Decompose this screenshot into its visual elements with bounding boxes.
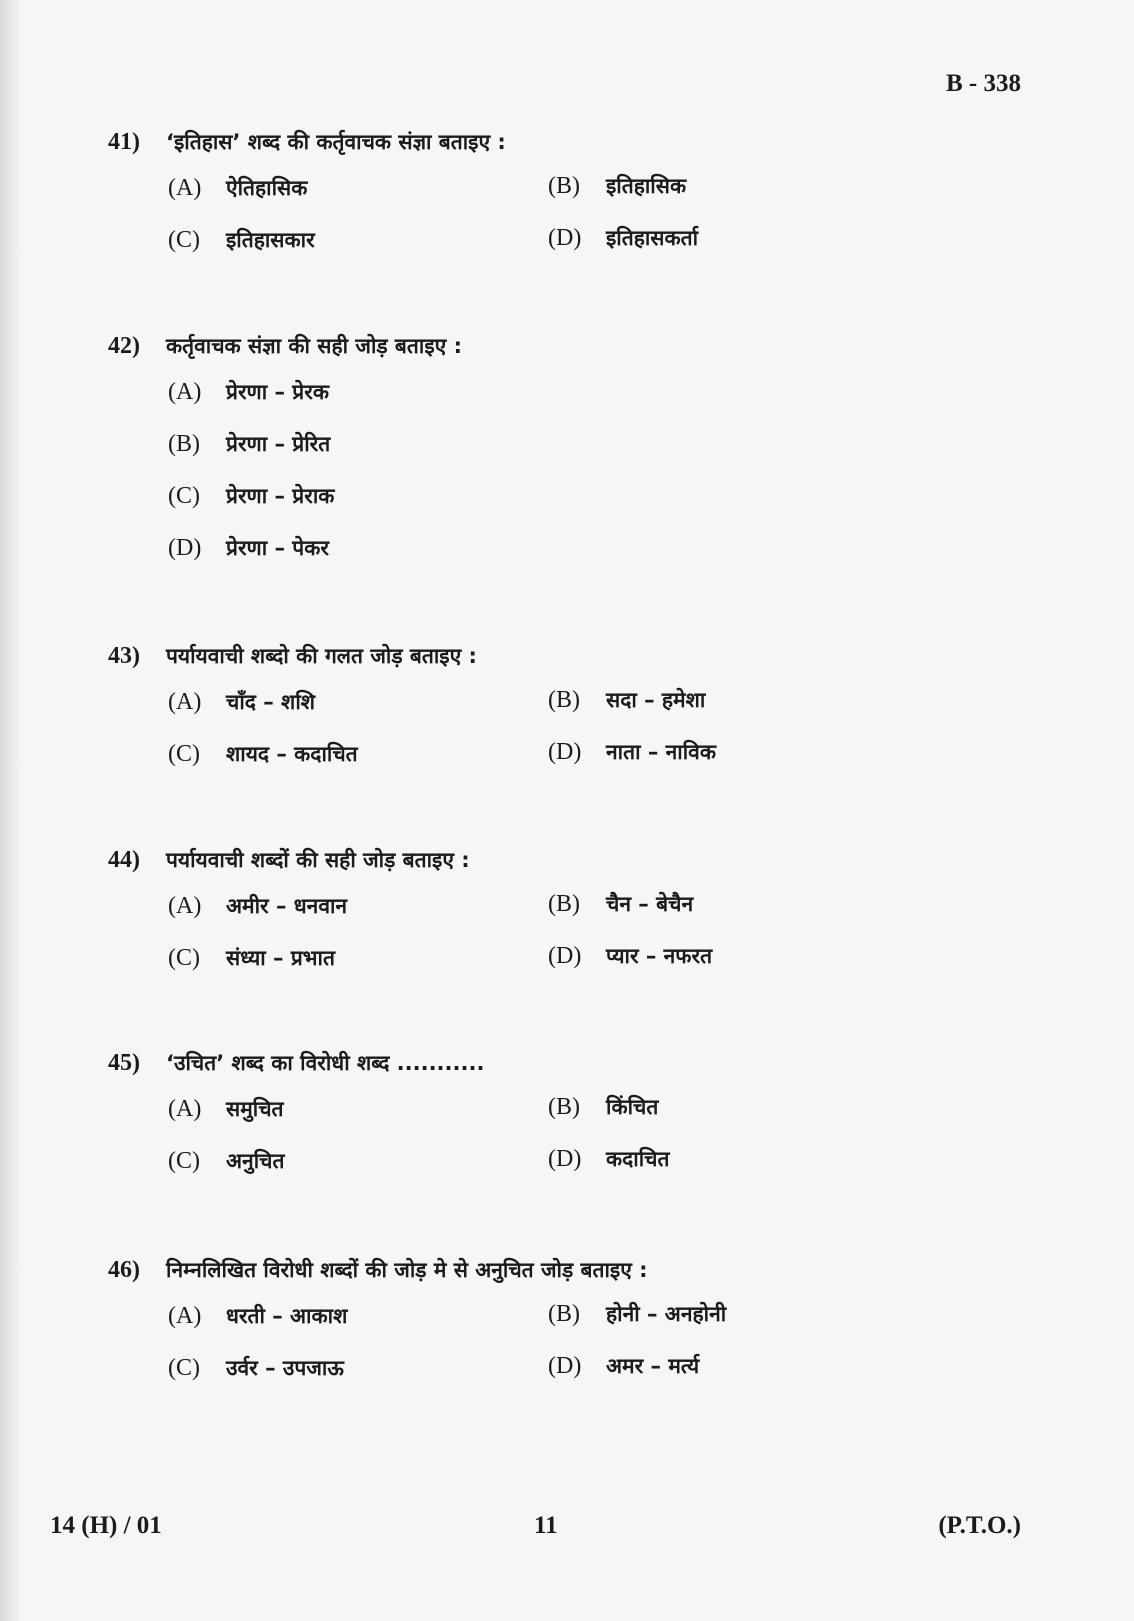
option-text: अमीर – धनवान: [226, 894, 348, 918]
option-d: [548, 942, 712, 970]
footer-code: 14 (H) / 01: [50, 1512, 162, 1539]
question-number: 42): [108, 333, 140, 359]
option-text: प्रेरणा – प्रेराक: [226, 484, 335, 508]
option-c: [168, 740, 358, 768]
option-label: (C): [168, 945, 200, 971]
question-41: [108, 128, 699, 266]
option-text: उर्वर – उपजाऊ: [226, 1356, 344, 1380]
pto-label: (P.T.O.): [938, 1512, 1021, 1539]
option-label: (B): [548, 173, 580, 199]
paper-code: B - 338: [946, 70, 1021, 97]
option-label: (C): [168, 1355, 200, 1381]
option-b: [548, 172, 686, 200]
option-label: (B): [548, 687, 580, 713]
option-b: [548, 890, 693, 918]
option-label: (B): [548, 1301, 580, 1327]
option-text: इतिहासिक: [606, 174, 687, 198]
option-label: (D): [548, 739, 582, 765]
question-number: 45): [108, 1050, 140, 1076]
option-d: [548, 1352, 699, 1380]
option-c: [168, 226, 315, 254]
option-d: [548, 224, 698, 252]
question-number: 41): [108, 129, 140, 155]
option-label: (A): [168, 689, 202, 715]
option-text: प्रेरणा – पेकर: [226, 536, 329, 560]
option-label: (C): [168, 227, 200, 253]
option-text: होनी – अनहोनी: [606, 1302, 727, 1326]
option-text: सदा – हमेशा: [606, 688, 706, 712]
option-text: ऐतिहासिक: [226, 176, 308, 200]
option-c: [168, 1354, 344, 1382]
option-label: (B): [548, 891, 580, 917]
option-a: [168, 378, 329, 406]
option-text: अमर – मर्त्य: [606, 1354, 700, 1378]
question-number: 44): [108, 847, 140, 873]
option-text: अनुचित: [226, 1149, 285, 1173]
option-d: [548, 738, 716, 766]
question-46: [108, 1256, 727, 1394]
option-a: [168, 174, 307, 202]
option-b: [548, 1093, 658, 1121]
option-text: इतिहासकर्ता: [606, 226, 699, 250]
question-44: [108, 846, 713, 984]
question-text: ‘उचित’ शब्द का विरोधी शब्द ...........: [166, 1051, 485, 1075]
option-c: [168, 1147, 284, 1175]
option-text: धरती – आकाश: [226, 1304, 348, 1328]
option-d: [548, 1145, 669, 1173]
question-text: कर्तृवाचक संज्ञा की सही जोड़ बताइए :: [166, 334, 462, 358]
option-label: (D): [168, 535, 202, 561]
option-label: (C): [168, 741, 200, 767]
option-text: प्यार – नफरत: [606, 944, 713, 968]
option-label: (A): [168, 1096, 202, 1122]
option-label: (D): [548, 943, 582, 969]
option-label: (D): [548, 1353, 582, 1379]
option-label: (A): [168, 379, 202, 405]
question-text: पर्यायवाची शब्दो की गलत जोड़ बताइए :: [166, 644, 477, 668]
option-b: [168, 430, 330, 458]
question-number: 43): [108, 643, 140, 669]
option-label: (B): [548, 1094, 580, 1120]
question-number: 46): [108, 1257, 140, 1283]
option-text: किंचित: [606, 1095, 659, 1119]
option-label: (D): [548, 225, 582, 251]
question-42: [108, 332, 462, 590]
question-text: निम्नलिखित विरोधी शब्दों की जोड़ मे से अनुचित जोड़ बताइए :: [166, 1258, 648, 1282]
option-text: चैन – बेचैन: [606, 892, 694, 916]
option-label: (C): [168, 1148, 200, 1174]
option-text: चाँद – शशि: [226, 690, 316, 714]
binding-edge: [0, 0, 22, 1621]
option-a: [168, 1095, 284, 1123]
option-a: [168, 892, 347, 920]
option-text: इतिहासकार: [226, 228, 315, 252]
option-label: (B): [168, 431, 200, 457]
option-text: कदाचित: [606, 1147, 670, 1171]
question-text: पर्यायवाची शब्दों की सही जोड़ बताइए :: [166, 848, 470, 872]
option-c: [168, 482, 334, 510]
option-label: (A): [168, 1303, 202, 1329]
option-label: (C): [168, 483, 200, 509]
question-43: [108, 642, 716, 780]
question-45: [108, 1049, 670, 1187]
question-text: ‘इतिहास’ शब्द की कर्तृवाचक संज्ञा बताइए :: [166, 130, 506, 154]
option-label: (D): [548, 1146, 582, 1172]
option-a: [168, 688, 315, 716]
option-text: समुचित: [226, 1097, 284, 1121]
option-d: [168, 534, 329, 562]
page-number: 11: [534, 1512, 558, 1539]
option-a: [168, 1302, 347, 1330]
option-c: [168, 944, 335, 972]
option-text: नाता – नाविक: [606, 740, 716, 764]
option-label: (A): [168, 175, 202, 201]
option-b: [548, 1300, 726, 1328]
option-b: [548, 686, 705, 714]
option-text: संध्या – प्रभात: [226, 946, 335, 970]
option-text: प्रेरणा – प्रेरित: [226, 432, 331, 456]
option-label: (A): [168, 893, 202, 919]
option-text: शायद – कदाचित: [226, 742, 358, 766]
option-text: प्रेरणा – प्रेरक: [226, 380, 329, 404]
